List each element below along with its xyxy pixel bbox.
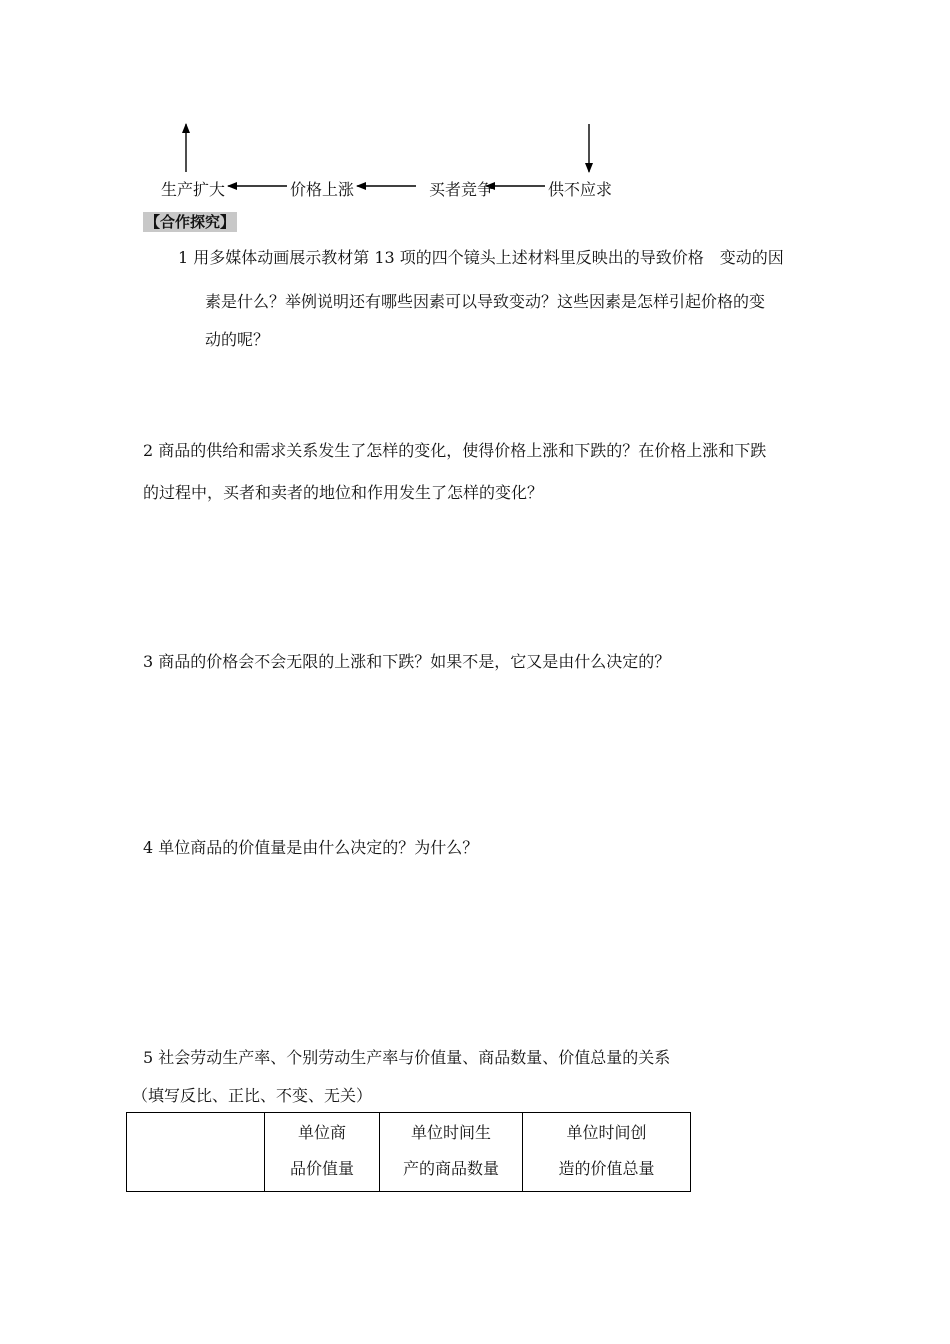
flow-node-supply-shortage: 供不应求 — [548, 180, 613, 199]
section-title: 【合作探究】 — [145, 213, 236, 231]
flow-node-price-rise: 价格上涨 — [290, 180, 355, 199]
flow-node-buyer-competition: 买者竞争 — [429, 180, 494, 199]
question-2-line-1: 2 商品的供给和需求关系发生了怎样的变化，使得价格上涨和下跌的？在价格上涨和下跌 — [143, 441, 767, 460]
table-header-total-value — [523, 1113, 691, 1192]
question-2-line-2: 的过程中，买者和卖者的地位和作用发生了怎样的变化？ — [143, 483, 544, 502]
question-3: 3 商品的价格会不会无限的上涨和下跌？如果不是，它又是由什么决定的？ — [143, 652, 671, 671]
table-header-text: 单位时间创 — [566, 1123, 647, 1142]
question-1-line-2: 素是什么？举例说明还有哪些因素可以导致变动？这些因素是怎样引起价格的变 — [205, 292, 766, 311]
question-4: 4 单位商品的价值量是由什么决定的？为什么？ — [143, 838, 479, 857]
table-header-text: 单位时间生 — [410, 1123, 491, 1142]
question-5-line-2: （填写反比、正比、不变、无关） — [132, 1086, 373, 1105]
table-header-unit-value — [265, 1113, 380, 1192]
table-header-quantity — [380, 1113, 523, 1192]
table-header-text: 品价值量 — [289, 1159, 354, 1178]
question-1-line-1: 1 用多媒体动画展示教材第 13 项的四个镜头上述材料里反映出的导致价格 变动的因 — [178, 248, 784, 267]
table-header-text: 造的价值总量 — [558, 1159, 655, 1178]
flow-node-production: 生产扩大 — [161, 180, 226, 199]
question-5-line-1: 5 社会劳动生产率、个别劳动生产率与价值量、商品数量、价值总量的关系 — [143, 1048, 671, 1067]
relationship-table — [126, 1112, 691, 1192]
question-1-line-3: 动的呢？ — [205, 330, 270, 349]
table-header-text: 产的商品数量 — [402, 1159, 499, 1178]
flow-arrows — [0, 0, 950, 200]
table-header-row — [127, 1113, 691, 1192]
table-header-text: 单位商 — [297, 1123, 346, 1142]
table-header-blank[interactable] — [127, 1113, 265, 1192]
